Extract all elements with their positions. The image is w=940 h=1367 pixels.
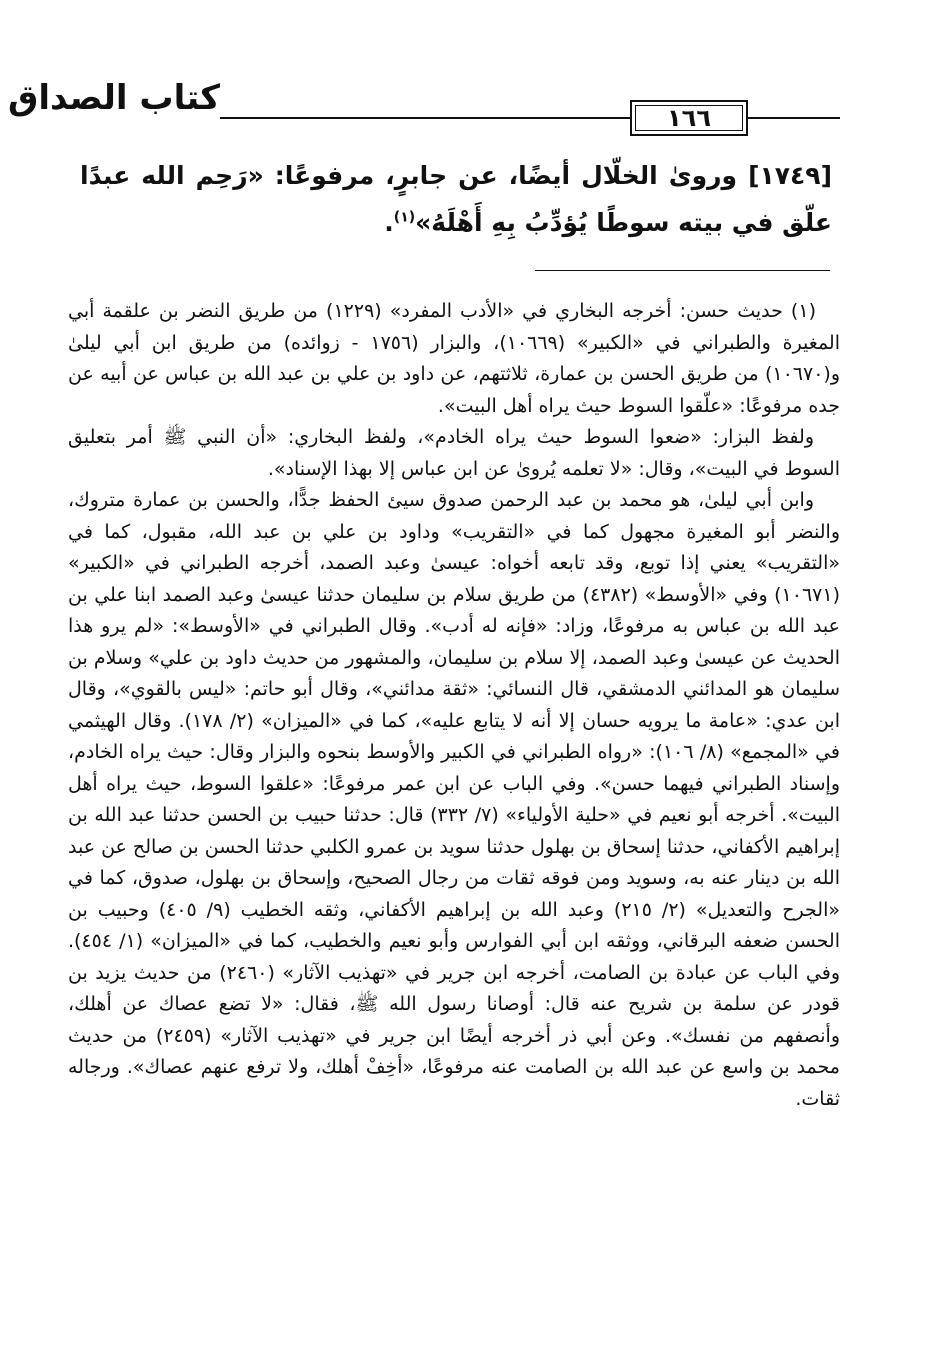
book-title: كتاب الصداق xyxy=(7,78,220,118)
hadith-quote: «رَحِم الله عبدًا علّق في بيته سوطًا يُؤدِّبُ بِهِ أَهْلَهُ» xyxy=(80,161,832,237)
footnote-paragraph: ولفظ البزار: «ضعوا السوط حيث يراه الخادم»، ولفظ البخاري: «أن النبي ﷺ أمر بتعليق السوط في البيت»، وقال: «لا تعلمه يُروىٰ عن ابن عباس إلا بهذا الإسناد». xyxy=(68,426,840,480)
hadith-intro: وروىٰ الخلّال أيضًا، عن جابرٍ، مرفوعًا: xyxy=(263,161,749,190)
hadith-number: [١٧٤٩] xyxy=(748,161,833,190)
main-hadith-text xyxy=(80,152,832,246)
footnote-paragraph: وابن أبي ليلىٰ، هو محمد بن عبد الرحمن صدوق سيئ الحفظ جدًّا، والحسن بن عمارة متروك، والنضر أبو المغيرة مجهول كما في «التقريب» وداود بن علي بن عبد الله، مقبول، كما في «التقريب» يعني إذا توبع، وقد تابعه أخواه: عيسىٰ وعبد الصمد، أخرجه الطبراني في «الكبير» (١٠٦٧١) وفي «الأوسط» (٤٣٨٢) من طريق سلام بن سليمان حدثنا عيسىٰ وعبد الصمد ابنا علي بن عبد الله بن عباس به مرفوعًا، وزاد: «فإنه له أدب». وقال الطبراني في «الأوسط»: «لم يرو هذا الحديث عن عيسىٰ وعبد الصمد، إلا سلام بن سليمان، والمشهور من حديث داود بن علي» وسلام بن سليمان هو المدائني الدمشقي، قال النسائي: «ثقة مدائني»، وقال أبو حاتم: «ليس بالقوي»، وقال ابن عدي: «عامة ما يرويه حسان إلا أنه لا يتابع عليه»، كما في «الميزان» (٢/ ١٧٨). وقال الهيثمي في «المجمع» (٨/ ١٠٦): «رواه الطبراني في الكبير والأوسط بنحوه والبزار وقال: حيث يراه الخادم، وإسناد الطبراني فيهما حسن». وفي الباب عن ابن عمر مرفوعًا: «علقوا السوط، حيث يراه أهل البيت». أخرجه أبو نعيم في «حلية الأولياء» (٧/ ٣٣٢) قال: حدثنا حبيب بن الحسن حدثنا عبد الله بن إبراهيم الأكفاني، حدثنا إسحاق بن بهلول حدثنا سويد بن عمرو الكلبي حدثنا الحسن بن صالح عن عبد الله بن دينار عنه به، وسويد ومن فوقه ثقات من رجال الصحيح، وإسحاق بن بهلول، صدوق، كما في «الجرح والتعديل» (٢/ ٢١٥) وعبد الله بن إبراهيم الأكفاني، وثقه الخطيب (٩/ ٤٠٥) وحبيب بن الحسن ضعفه البرقاني، ووثقه ابن أبي الفوارس وأبو نعيم والخطيب، كما في «الميزان» (١/ ٤٥٤). وفي الباب عن عبادة بن الصامت، أخرجه ابن جرير في «تهذيب الآثار» (٢٤٦٠) من حديث يزيد بن قودر عن سلمة بن شريح عنه قال: أوصانا رسول الله ﷺ، فقال: «لا تضع عصاك عن أهلك، وأنصفهم من نفسك». وعن أبي ذر أخرجه أيضًا ابن جرير في «تهذيب الآثار» (٢٤٥٩) من حديث محمد بن واسع عن عبد الله بن الصامت عنه مرفوعًا، «أخِفْ أهلك، ولا ترفع عنهم عصاك». ورجاله ثقات. xyxy=(68,489,840,1110)
hadith-end: . xyxy=(384,208,394,237)
page-number-frame xyxy=(630,100,748,136)
footnotes xyxy=(68,296,840,1115)
footnote-paragraph: (١) حديث حسن: أخرجه البخاري في «الأدب المفرد» (١٢٢٩) من طريق النضر بن علقمة أبي المغيرة والطبراني في «الكبير» (١٠٦٦٩)، والبزار (١٧٥٦ - زوائده) من طريق ابن أبي ليلىٰ و(١٠٦٧٠) من طريق الحسن بن عمارة، ثلاثتهم، عن داود بن علي بن عبد الله بن عباس عن أبيه عن جده مرفوعًا: «علّقوا السوط حيث يراه أهل البيت». xyxy=(68,300,841,417)
page-header xyxy=(7,70,840,132)
footnote-divider xyxy=(535,270,830,271)
footnote-reference: (١) xyxy=(393,209,416,226)
page-number: ١٦٦ xyxy=(667,104,711,132)
